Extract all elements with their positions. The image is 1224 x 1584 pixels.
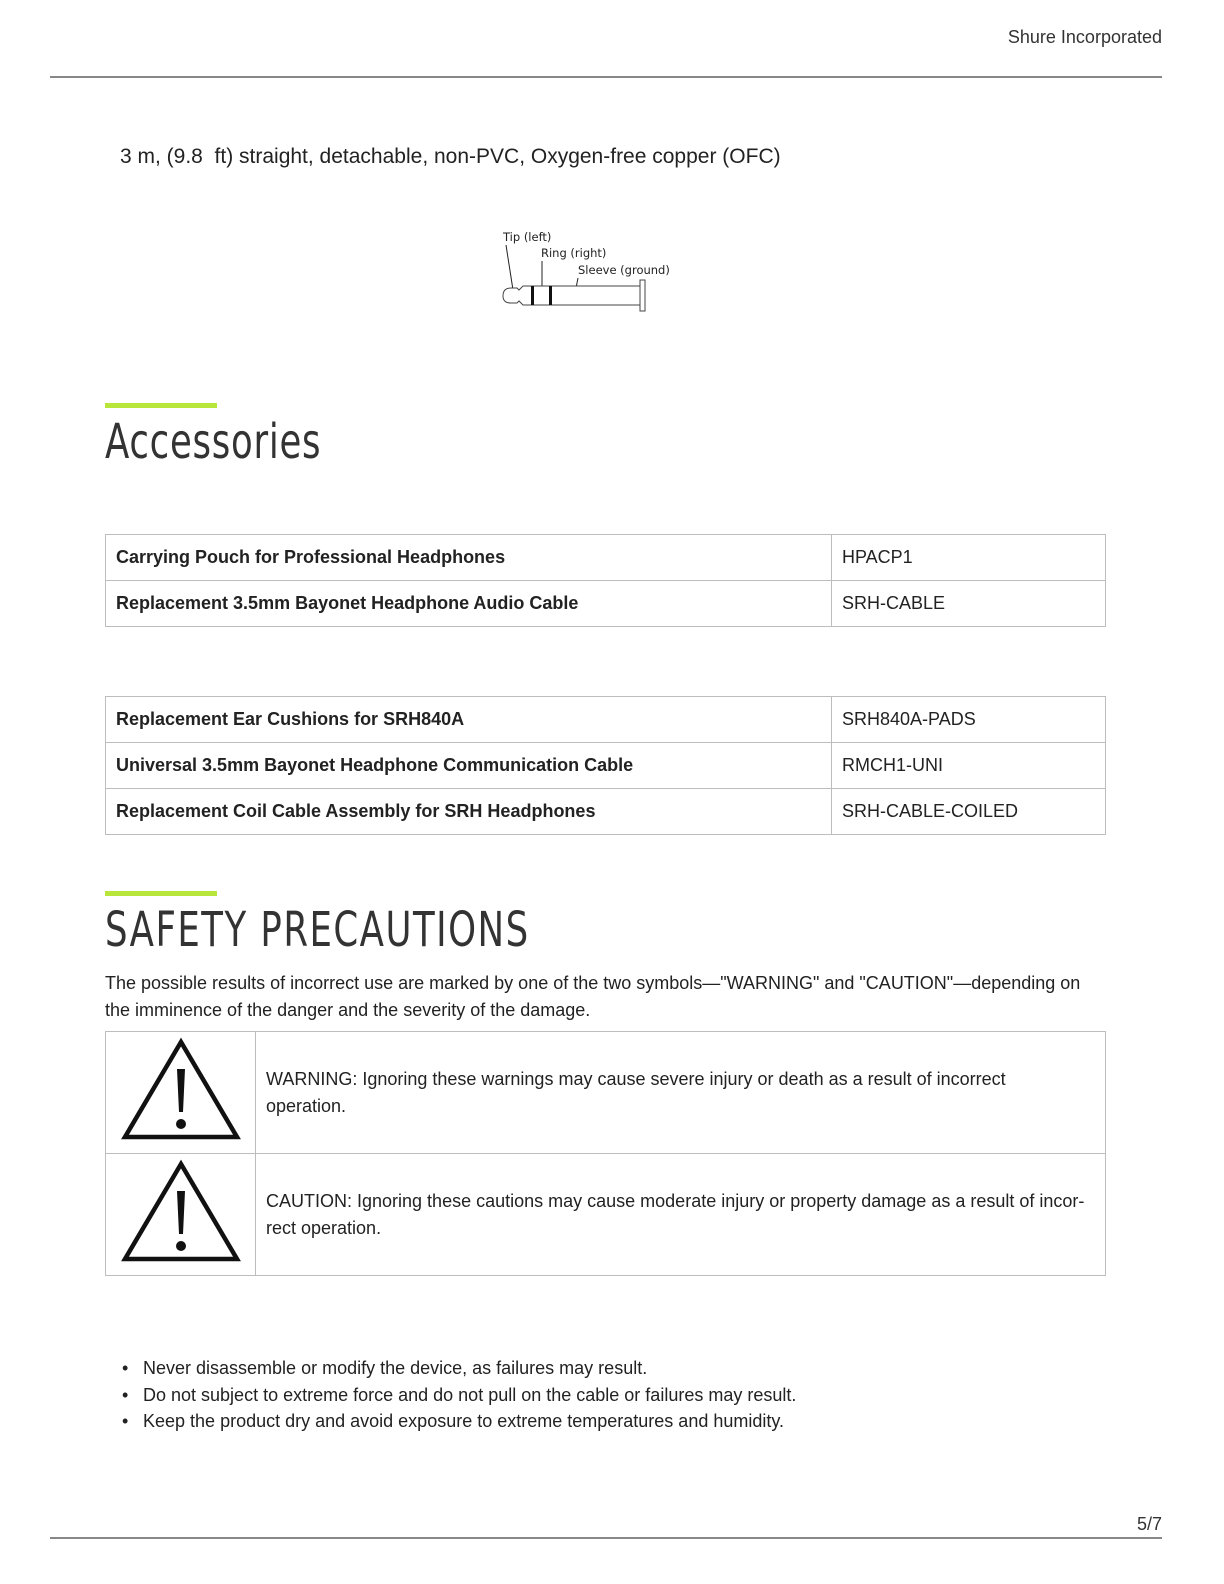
accessories-accent-bar (105, 403, 217, 408)
company-name: Shure Incorporated (1007, 27, 1162, 47)
accessory-code: HPACP1 (832, 535, 1106, 581)
safety-accent-bar (105, 891, 217, 896)
table-row (106, 1154, 1106, 1276)
accessory-code: SRH-CABLE-COILED (832, 789, 1106, 835)
safety-intro: The possible results of incorrect use are marked by one of the two symbols—"WARNING" and "CAUTION"—depending on the imminence of the danger and the severity of the damage. (105, 973, 1081, 1020)
caution-symbol-cell (106, 1154, 256, 1276)
page-number: 5/7 (1136, 1514, 1162, 1534)
safety-title: SAFETY PRECAUTIONS (105, 902, 530, 958)
accessory-name: Universal 3.5mm Bayonet Headphone Communication Cable (106, 743, 832, 789)
accessories-table-1 (105, 534, 1106, 627)
table-row (106, 789, 1106, 835)
warning-triangle-icon (120, 1037, 242, 1143)
warning-symbol-cell (106, 1032, 256, 1154)
accessory-name: Replacement Ear Cushions for SRH840A (106, 697, 832, 743)
accessory-name: Replacement Coil Cable Assembly for SRH Headphones (106, 789, 832, 835)
table-row (106, 743, 1106, 789)
accessory-name: Replacement 3.5mm Bayonet Headphone Audio Cable (106, 581, 832, 627)
caution-triangle-icon (120, 1159, 242, 1265)
plug-diagram (495, 226, 685, 318)
list-item: • Keep the product dry and avoid exposure to extreme temperatures and humidity. (120, 1408, 796, 1435)
accessory-name: Carrying Pouch for Professional Headphones (106, 535, 832, 581)
ring-label: Ring (right) (541, 246, 607, 260)
table-row (106, 697, 1106, 743)
table-row (106, 1032, 1106, 1154)
cable-spec-text: 3 m, (9.8 ft) straight, detachable, non-PVC, Oxygen-free copper (OFC) (120, 145, 781, 168)
accessory-code: SRH-CABLE (832, 581, 1106, 627)
table-row (106, 581, 1106, 627)
accessory-code: SRH840A-PADS (832, 697, 1106, 743)
list-item: • Never disassemble or modify the device, as failures may result. (120, 1355, 796, 1382)
list-item: • Do not subject to extreme force and do not pull on the cable or failures may result. (120, 1382, 796, 1409)
accessory-code: RMCH1-UNI (832, 743, 1106, 789)
page-header (50, 0, 1162, 78)
tip-label: Tip (left) (503, 230, 552, 244)
table-row (106, 535, 1106, 581)
page-footer-rule (50, 1537, 1162, 1539)
accessories-title: Accessories (105, 414, 322, 470)
warning-symbols-table (105, 1031, 1106, 1276)
warning-text: WARNING: Ignoring these warnings may cause severe injury or death as a result of incorrect operation. (256, 1032, 1106, 1154)
sleeve-label: Sleeve (ground) (578, 263, 670, 277)
accessories-table-2 (105, 696, 1106, 835)
caution-text: CAUTION: Ignoring these cautions may cause moderate injury or property damage as a result of incor-rect operation. (256, 1154, 1106, 1276)
safety-rules-list (120, 1355, 796, 1435)
